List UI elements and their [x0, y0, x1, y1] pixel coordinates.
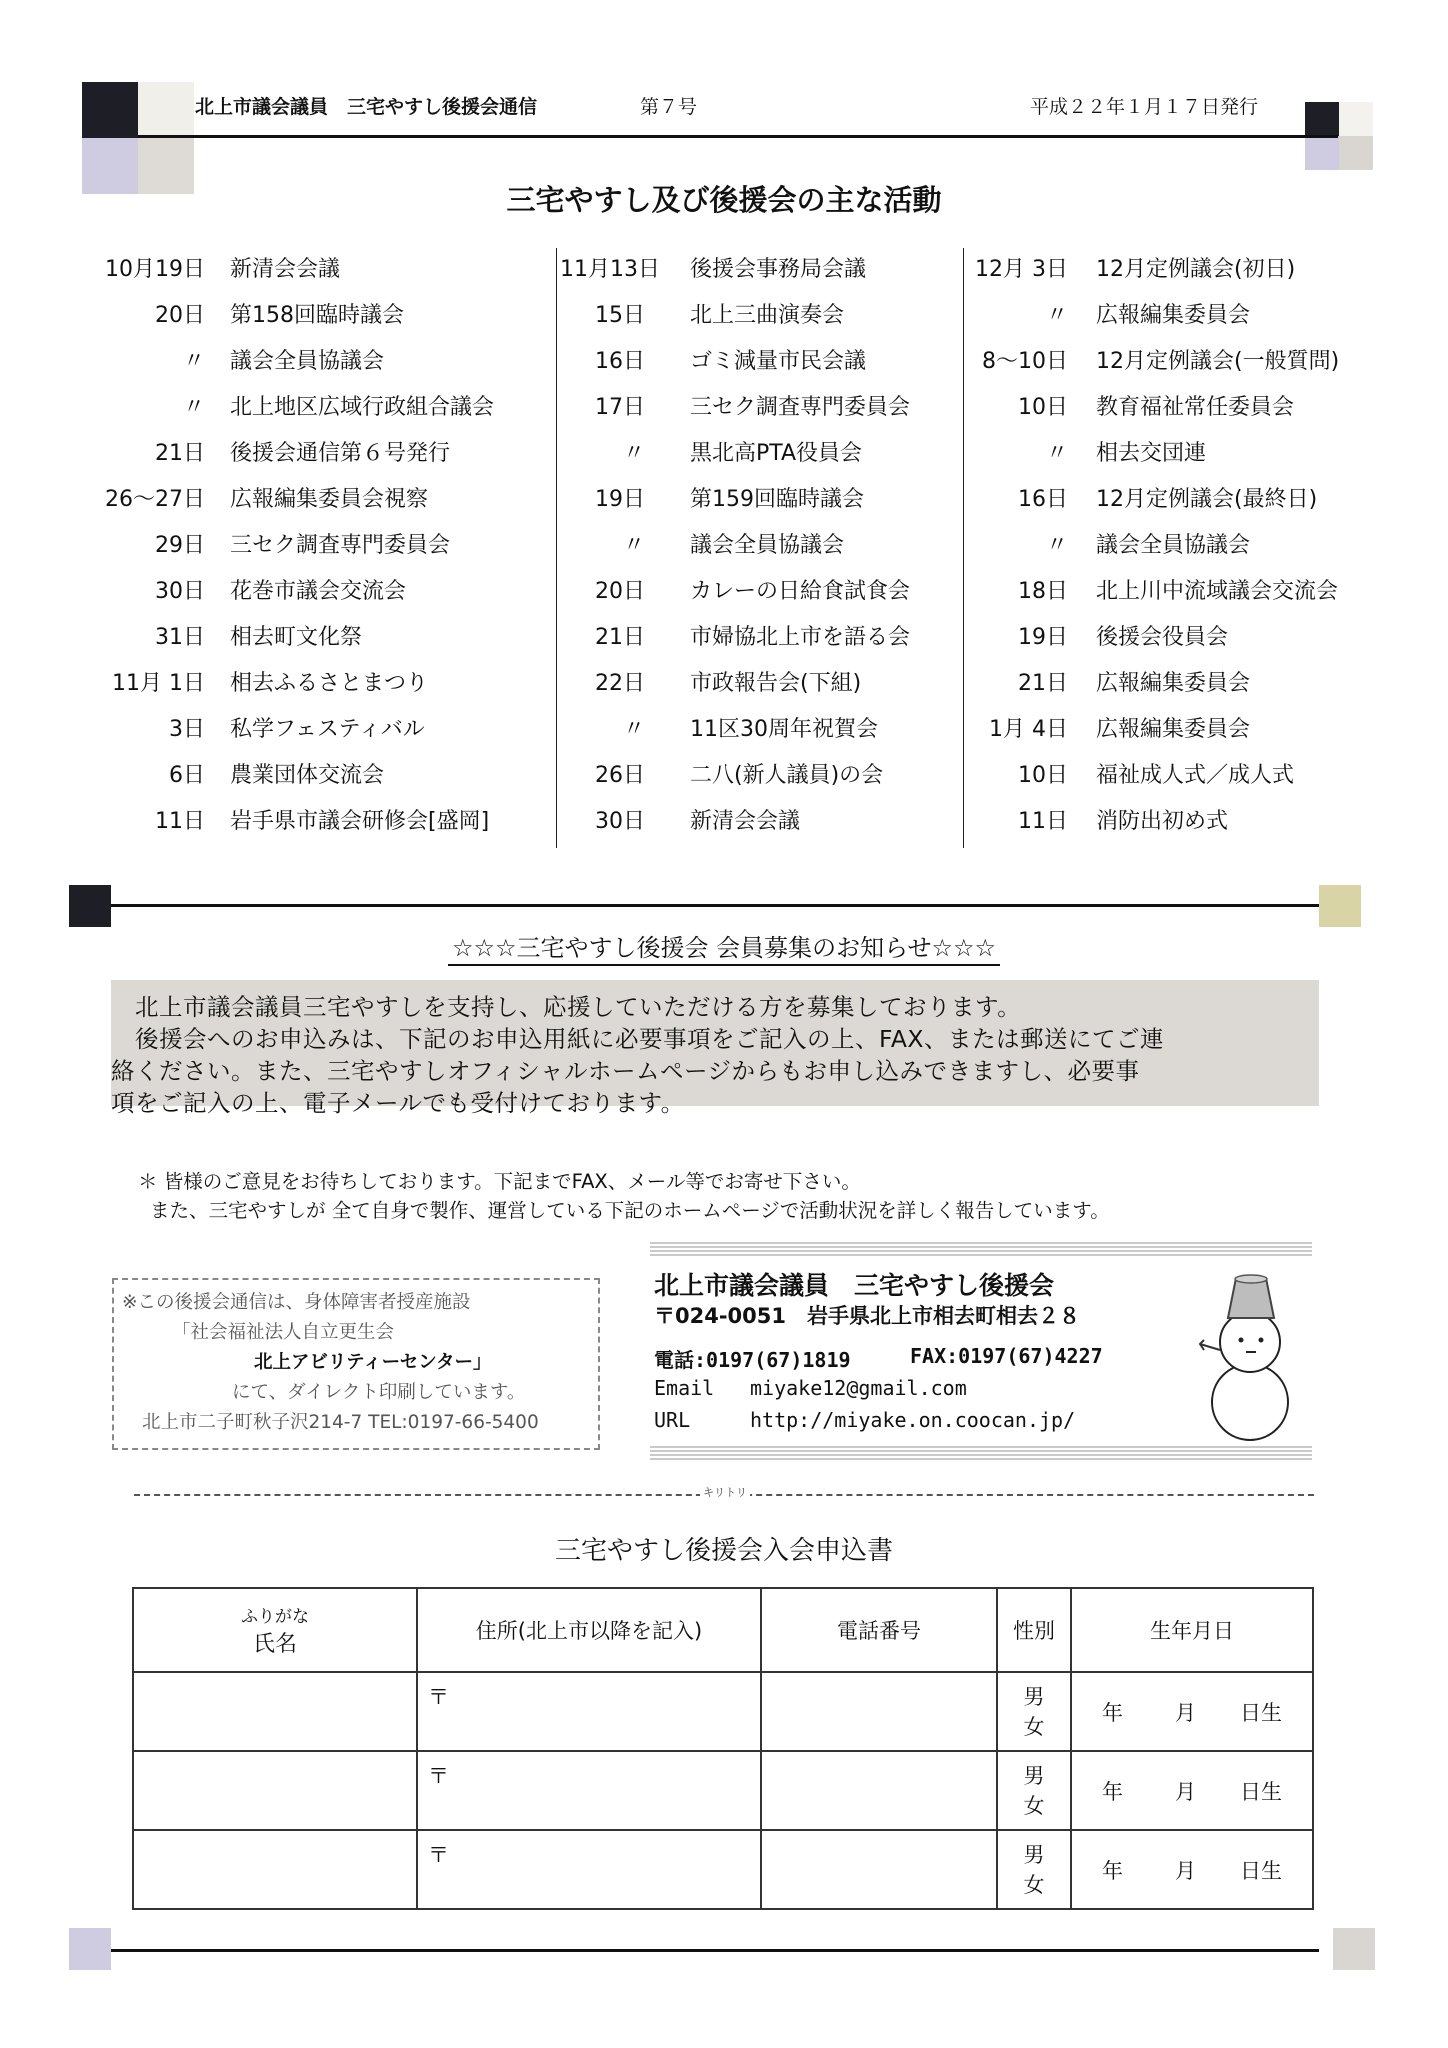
activity-date: 11日: [155, 809, 205, 834]
header-rule: [138, 135, 1338, 138]
activity-row: [560, 616, 970, 662]
activity-date: 19日: [1018, 625, 1068, 650]
url-label: URL: [654, 1408, 691, 1432]
female-option[interactable]: 女: [1023, 1714, 1045, 1739]
name-header: [133, 1588, 417, 1672]
activity-row: [560, 570, 970, 616]
female-option[interactable]: 女: [1023, 1793, 1045, 1818]
activity-row: [968, 662, 1378, 708]
address-field[interactable]: [417, 1830, 761, 1909]
form-header-row: [133, 1588, 1313, 1672]
activity-event: 北上川中流域議会交流会: [1096, 579, 1339, 604]
activity-event: 相去町文化祭: [230, 625, 363, 650]
activity-row: [100, 616, 550, 662]
activity-row: [968, 432, 1378, 478]
deco-square: [69, 1928, 111, 1970]
form-entry-row: [133, 1751, 1313, 1830]
activity-date: 20日: [155, 303, 205, 328]
name-field[interactable]: [133, 1672, 417, 1751]
year-label: 年: [1102, 1700, 1123, 1725]
activity-row: [100, 524, 550, 570]
male-option[interactable]: 男: [1023, 1842, 1045, 1867]
deco-square: [138, 82, 194, 138]
activity-row: [100, 708, 550, 754]
birthdate-field[interactable]: [1071, 1672, 1313, 1751]
activity-date: 10日: [1018, 763, 1068, 788]
activity-date: 19日: [595, 487, 645, 512]
address-field[interactable]: [417, 1672, 761, 1751]
activity-column: [968, 248, 1378, 846]
activity-row: [968, 294, 1378, 340]
print-note-line: 北上アビリティーセンター」: [254, 1352, 492, 1373]
day-label: 日生: [1240, 1700, 1282, 1725]
activity-column: [100, 248, 550, 846]
gender-field[interactable]: [997, 1751, 1071, 1830]
deco-square: [82, 82, 138, 138]
activity-date: 26日: [595, 763, 645, 788]
activity-event: 広報編集委員会: [1096, 303, 1251, 328]
activity-date: 〃: [622, 441, 645, 466]
activity-event: 黒北高PTA役員会: [690, 441, 863, 466]
activity-row: [968, 386, 1378, 432]
notice-text: 北上市議会議員三宅やすしを支持し、応援していただける方を募集しております。: [111, 993, 1022, 1021]
activity-date: 21日: [155, 441, 205, 466]
activities-title: 三宅やすし及び後援会の主な活動: [506, 183, 942, 217]
male-option[interactable]: 男: [1023, 1684, 1045, 1709]
stripe-border: [650, 1242, 1312, 1256]
activity-event: カレーの日給食試食会: [690, 579, 911, 604]
activity-event: 議会全員協議会: [230, 349, 385, 374]
activity-event: 広報編集委員会: [1096, 671, 1251, 696]
activity-date: 15日: [595, 303, 645, 328]
birth-header: 生年月日: [1071, 1588, 1313, 1672]
activity-column: [560, 248, 970, 846]
print-note-line: 北上市二子町秋子沢214-7 TEL:0197-66-5400: [142, 1412, 539, 1433]
activity-row: [100, 248, 550, 294]
activity-event: 農業団体交流会: [230, 763, 385, 788]
activity-row: [560, 800, 970, 846]
activity-row: [560, 432, 970, 478]
phone-number: 電話:0197(67)1819: [654, 1348, 851, 1372]
activity-event: 北上三曲演奏会: [690, 303, 845, 328]
activity-row: [560, 294, 970, 340]
month-label: 月: [1175, 1858, 1196, 1883]
activity-event: 12月定例議会(一般質問): [1096, 349, 1340, 374]
male-option[interactable]: 男: [1023, 1763, 1045, 1788]
phone-field[interactable]: [761, 1830, 997, 1909]
activity-row: [100, 570, 550, 616]
activity-date: 12月 3日: [975, 257, 1068, 282]
activity-row: [100, 432, 550, 478]
year-label: 年: [1102, 1858, 1123, 1883]
birthdate-field[interactable]: [1071, 1751, 1313, 1830]
deco-square: [1339, 102, 1373, 136]
activity-date: 〃: [622, 533, 645, 558]
activity-event: 議会全員協議会: [1096, 533, 1251, 558]
activity-event: 第158回臨時議会: [230, 303, 404, 328]
form-entry-row: [133, 1830, 1313, 1909]
activity-row: [560, 524, 970, 570]
activity-row: [560, 754, 970, 800]
postal-address: 〒024-0051 岩手県北上市相去町相去２８: [654, 1304, 1080, 1328]
activity-row: [968, 248, 1378, 294]
year-label: 年: [1102, 1779, 1123, 1804]
activity-date: 10月19日: [105, 257, 205, 282]
activity-event: 二八(新人議員)の会: [690, 763, 884, 788]
postal-mark: 〒: [428, 1685, 449, 1709]
activity-row: [100, 386, 550, 432]
application-form-table: [132, 1587, 1314, 1910]
issue-number: 第７号: [640, 96, 698, 118]
postal-mark: 〒: [428, 1764, 449, 1788]
phone-field[interactable]: [761, 1751, 997, 1830]
print-note-line: にて、ダイレクト印刷しています。: [232, 1382, 526, 1403]
activity-event: 消防出初め式: [1096, 809, 1229, 834]
deco-square: [1339, 136, 1373, 170]
activity-event: 相去ふるさとまつり: [230, 671, 429, 696]
activity-date: 〃: [1045, 303, 1068, 328]
activity-row: [968, 524, 1378, 570]
fax-number: FAX:0197(67)4227: [910, 1344, 1103, 1368]
postal-mark: 〒: [428, 1843, 449, 1867]
activity-event: 私学フェスティバル: [230, 717, 425, 742]
activity-date: 20日: [595, 579, 645, 604]
activity-event: 12月定例議会(初日): [1096, 257, 1296, 282]
deco-square: [1305, 102, 1339, 136]
deco-square: [1319, 885, 1361, 927]
activity-row: [560, 662, 970, 708]
activity-row: [968, 570, 1378, 616]
phone-field[interactable]: [761, 1672, 997, 1751]
activity-event: 議会全員協議会: [690, 533, 845, 558]
activity-row: [560, 386, 970, 432]
activity-row: [968, 754, 1378, 800]
activity-date: 30日: [595, 809, 645, 834]
activity-date: 10日: [1018, 395, 1068, 420]
activity-date: 〃: [1045, 441, 1068, 466]
name-label: 氏名: [252, 1632, 297, 1657]
activity-date: 18日: [1018, 579, 1068, 604]
org-name: 北上市議会議員 三宅やすし後援会: [654, 1271, 1055, 1300]
column-divider: [963, 248, 964, 848]
activity-event: 新清会会議: [230, 257, 341, 282]
activity-date: 8～10日: [982, 349, 1068, 374]
notice-text: 絡ください。また、三宅やすしオフィシャルホームページからもお申し込みできますし、必要事: [111, 1057, 1140, 1085]
activity-row: [100, 800, 550, 846]
gender-header: 性別: [997, 1588, 1071, 1672]
activity-date: 17日: [595, 395, 645, 420]
activity-row: [100, 478, 550, 524]
activity-event: 広報編集委員会視察: [230, 487, 429, 512]
activity-date: 16日: [1018, 487, 1068, 512]
activity-event: 11区30周年祝賀会: [690, 717, 878, 742]
activity-event: 第159回臨時議会: [690, 487, 864, 512]
activity-event: 北上地区広域行政組合議会: [230, 395, 495, 420]
form-entry-row: [133, 1672, 1313, 1751]
notice-text: 項をご記入の上、電子メールでも受付けております。: [111, 1089, 685, 1117]
homepage-url[interactable]: http://miyake.on.coocan.jp/: [750, 1408, 1076, 1432]
cut-label: キリトリ: [700, 1484, 750, 1500]
address-header: 住所(北上市以降を記入): [417, 1588, 761, 1672]
activity-date: 〃: [182, 349, 205, 374]
activity-date: 29日: [155, 533, 205, 558]
gender-field[interactable]: [997, 1672, 1071, 1751]
activity-event: 12月定例議会(最終日): [1096, 487, 1318, 512]
activity-event: 相去交団連: [1096, 441, 1207, 466]
print-note-box: [112, 1278, 600, 1450]
email-address[interactable]: miyake12@gmail.com: [750, 1376, 967, 1400]
activity-event: 岩手県市議会研修会[盛岡]: [230, 809, 490, 834]
activity-row: [968, 478, 1378, 524]
activity-date: 〃: [622, 717, 645, 742]
activity-row: [100, 662, 550, 708]
activity-event: 福祉成人式／成人式: [1096, 763, 1295, 788]
deco-square: [1305, 136, 1339, 170]
month-label: 月: [1175, 1700, 1196, 1725]
activity-event: 後援会事務局会議: [690, 257, 867, 282]
activity-event: ゴミ減量市民会議: [690, 349, 867, 374]
birthdate-field[interactable]: [1071, 1830, 1313, 1909]
activity-row: [560, 340, 970, 386]
activity-event: 後援会役員会: [1096, 625, 1229, 650]
activity-event: 三セク調査専門委員会: [230, 533, 451, 558]
activity-date: 16日: [595, 349, 645, 374]
activity-date: 26～27日: [105, 487, 205, 512]
notes-text: ＊ 皆様のご意見をお待ちしております。下記までFAX、メール等でお寄せ下さい。: [138, 1170, 861, 1193]
snowman-illustration: [1180, 1272, 1310, 1442]
day-label: 日生: [1240, 1858, 1282, 1883]
activity-event: 教育福祉常任委員会: [1096, 395, 1295, 420]
activity-row: [560, 248, 970, 294]
activity-date: 11日: [1018, 809, 1068, 834]
activity-date: 11月 1日: [112, 671, 205, 696]
activity-event: 後援会通信第６号発行: [230, 441, 451, 466]
stripe-border: [650, 1446, 1312, 1460]
issue-date: 平成２２年１月１７日発行: [1030, 96, 1259, 118]
activity-date: 6日: [169, 763, 205, 788]
day-label: 日生: [1240, 1779, 1282, 1804]
contact-block: [650, 1242, 1312, 1460]
activity-row: [968, 616, 1378, 662]
activity-event: 新清会会議: [690, 809, 801, 834]
form-title: 三宅やすし後援会入会申込書: [554, 1536, 893, 1566]
furigana-label: ふりがな: [241, 1607, 309, 1627]
print-note-line: ※この後援会通信は、身体障害者授産施設: [122, 1292, 471, 1313]
deco-square: [69, 885, 111, 927]
name-field[interactable]: [133, 1751, 417, 1830]
activity-date: 〃: [182, 395, 205, 420]
email-label: Email: [654, 1376, 715, 1400]
footer-rule: [111, 1949, 1319, 1952]
activity-row: [100, 754, 550, 800]
female-option[interactable]: 女: [1023, 1872, 1045, 1897]
activity-date: 〃: [1045, 533, 1068, 558]
activity-row: [968, 800, 1378, 846]
newsletter-title: 北上市議会議員 三宅やすし後援会通信: [195, 96, 538, 118]
activity-date: 21日: [595, 625, 645, 650]
month-label: 月: [1175, 1779, 1196, 1804]
notice-box: [111, 980, 1319, 1117]
address-field[interactable]: [417, 1751, 761, 1830]
activity-row: [968, 708, 1378, 754]
activity-row: [560, 708, 970, 754]
section-rule: [111, 904, 1319, 907]
activity-event: 花巻市議会交流会: [230, 579, 407, 604]
activity-event: 三セク調査専門委員会: [690, 395, 911, 420]
name-field[interactable]: [133, 1830, 417, 1909]
activity-row: [560, 478, 970, 524]
activity-date: 11月13日: [560, 257, 660, 282]
activity-date: 30日: [155, 579, 205, 604]
activity-event: 広報編集委員会: [1096, 717, 1251, 742]
activity-event: 市政報告会(下組): [690, 671, 862, 696]
activity-date: 21日: [1018, 671, 1068, 696]
activity-date: 22日: [595, 671, 645, 696]
column-divider: [556, 248, 557, 848]
activity-row: [100, 340, 550, 386]
activity-row: [968, 340, 1378, 386]
deco-square: [1333, 1928, 1375, 1970]
gender-field[interactable]: [997, 1830, 1071, 1909]
notes-text: また、三宅やすしが 全て自身で製作、運営している下記のホームページで活動状況を詳しく報告しています。: [150, 1199, 1110, 1222]
activity-date: 3日: [169, 717, 205, 742]
print-note-line: 「社会福祉法人自立更生会: [172, 1322, 395, 1343]
phone-header: 電話番号: [761, 1588, 997, 1672]
activity-date: 1月 4日: [989, 717, 1068, 742]
activity-row: [100, 294, 550, 340]
activity-date: 31日: [155, 625, 205, 650]
notice-text: 後援会へのお申込みは、下記のお申込用紙に必要事項をご記入の上、FAX、または郵送にてご連: [111, 1025, 1165, 1053]
activity-event: 市婦協北上市を語る会: [690, 625, 911, 650]
notice-title: ☆☆☆三宅やすし後援会 会員募集のお知らせ☆☆☆: [0, 928, 1448, 963]
